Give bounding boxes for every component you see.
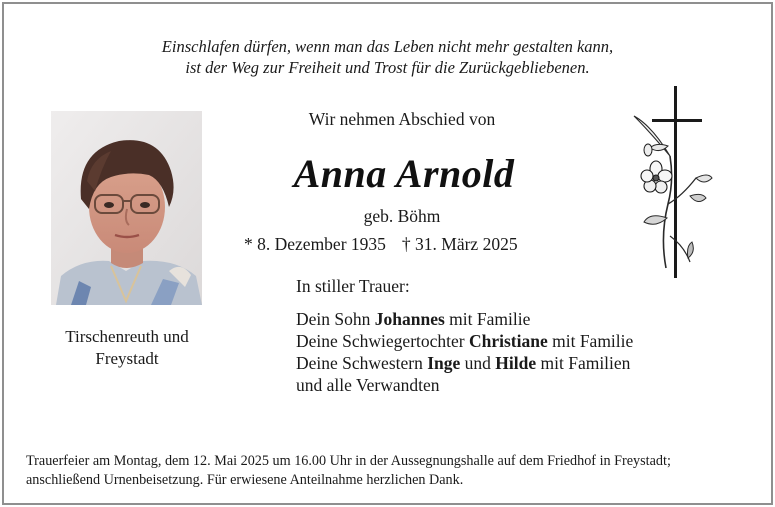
location-line-1: Tirschenreuth und (65, 327, 189, 346)
family-text: Deine Schwestern (296, 353, 428, 373)
life-dates (244, 234, 564, 255)
family-member-name: Hilde (495, 353, 537, 373)
footer-line-2: anschließend Urnenbeisetzung. Für erwiesene Anteilnahme herzlichen Dank. (26, 472, 464, 488)
family-member-name: Inge (427, 353, 461, 373)
maiden-name: geb. Böhm (363, 206, 441, 226)
location-line-2: Freystadt (95, 349, 159, 368)
family-member-name: Johannes (374, 309, 445, 329)
funeral-information (26, 452, 766, 490)
family-text: mit Familien (536, 353, 631, 373)
family-text: mit Familie (444, 309, 531, 329)
family-text: und (460, 353, 496, 373)
portrait-photo (51, 111, 202, 305)
memorial-quote (4, 36, 771, 78)
quote-line-1: Einschlafen dürfen, wenn man das Leben nicht mehr gestalten kann, (161, 37, 614, 56)
obituary-card (2, 2, 773, 505)
family-line-son (296, 308, 716, 330)
location (34, 326, 220, 370)
family-line-relatives: und alle Verwandten (296, 375, 440, 395)
family-line-daughter-in-law (296, 330, 716, 352)
family-line-sisters (296, 352, 716, 374)
family-text: Dein Sohn (296, 309, 375, 329)
cross-with-flower-icon (626, 86, 720, 286)
family-member-name: Christiane (468, 331, 548, 351)
birth-date: * 8. Dezember 1935 (244, 234, 386, 254)
family-list (296, 308, 716, 396)
mourning-intro: In stiller Trauer: (296, 276, 410, 296)
family-text: mit Familie (547, 331, 634, 351)
family-text: Deine Schwiegertochter (296, 331, 469, 351)
quote-line-2: ist der Weg zur Freiheit und Trost für die Zurückgebliebenen. (185, 58, 590, 77)
death-date: † 31. März 2025 (401, 234, 518, 254)
footer-line-1: Trauerfeier am Montag, dem 12. Mai 2025 um 16.00 Uhr in der Aussegnungshalle auf dem Friedhof in Freystadt; (26, 453, 671, 469)
farewell-heading: Wir nehmen Abschied von (308, 109, 496, 129)
deceased-name: Anna Arnold (293, 151, 515, 196)
